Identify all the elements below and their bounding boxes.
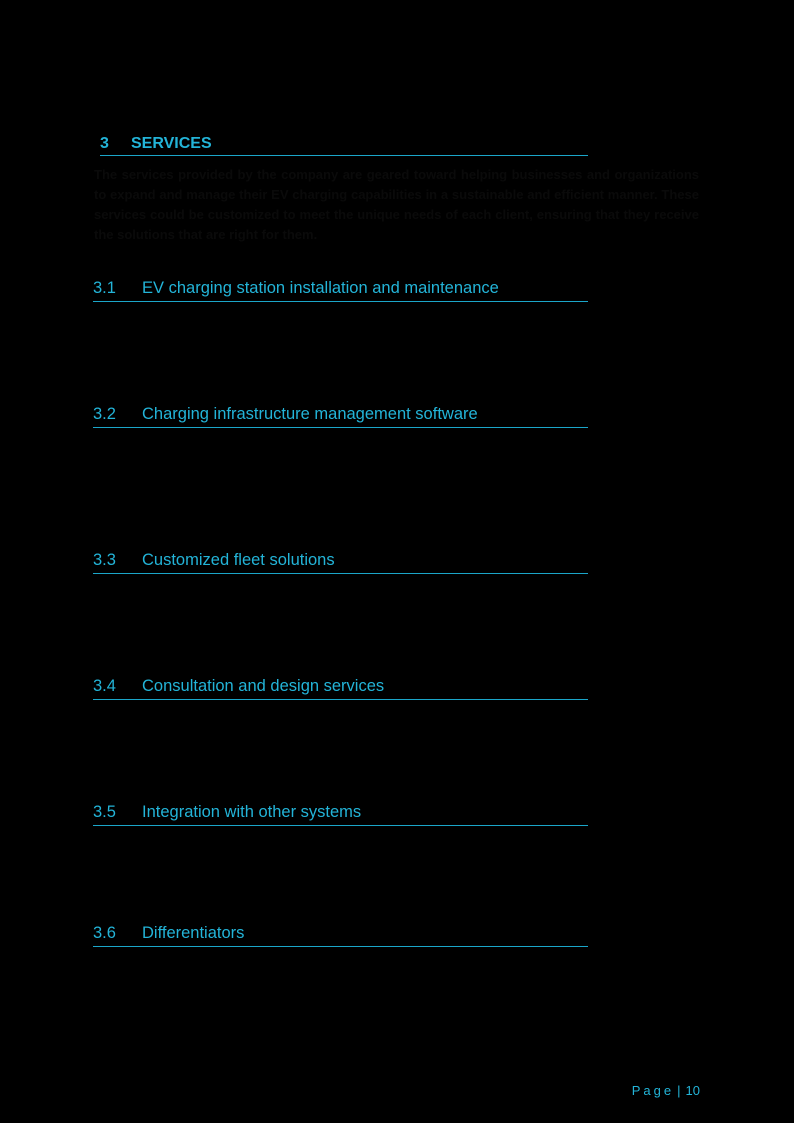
subsection-title: Differentiators [142,924,245,942]
subsection-heading-3-6 [93,923,588,947]
subsection-heading-3-5 [93,802,588,826]
subsection-number: 3.4 [93,677,116,695]
section-intro-paragraph: The services provided by the company are geared toward helping businesses and organizations to expand and manage their EV charging capabilities in a sustainable and efficient manner. These services could be customized to meet the unique needs of each client, ensuring that they receive the solutions that are right for them. [94,167,699,242]
page-number: 10 [685,1083,700,1098]
subsection-title: Consultation and design services [142,677,385,695]
subsection-title: Customized fleet solutions [142,551,335,569]
subsection-number: 3.1 [93,279,116,297]
section-heading-services [100,134,588,156]
subsection-title: Integration with other systems [142,803,362,821]
subsection-title: Charging infrastructure management software [142,405,478,423]
subsection-heading-3-2 [93,404,588,428]
page-footer [632,1083,700,1098]
section-number: 3 [100,135,109,152]
subsection-heading-3-3 [93,550,588,574]
subsection-number: 3.6 [93,924,116,942]
subsection-number: 3.3 [93,551,116,569]
subsection-number: 3.2 [93,405,116,423]
page-word: Page [631,1083,675,1098]
section-title: SERVICES [131,135,212,152]
subsection-title: EV charging station installation and maintenance [142,279,499,297]
subsection-heading-3-1 [93,278,588,302]
subsection-number: 3.5 [93,803,116,821]
footer-separator: | [677,1083,681,1098]
subsection-heading-3-4 [93,676,588,700]
